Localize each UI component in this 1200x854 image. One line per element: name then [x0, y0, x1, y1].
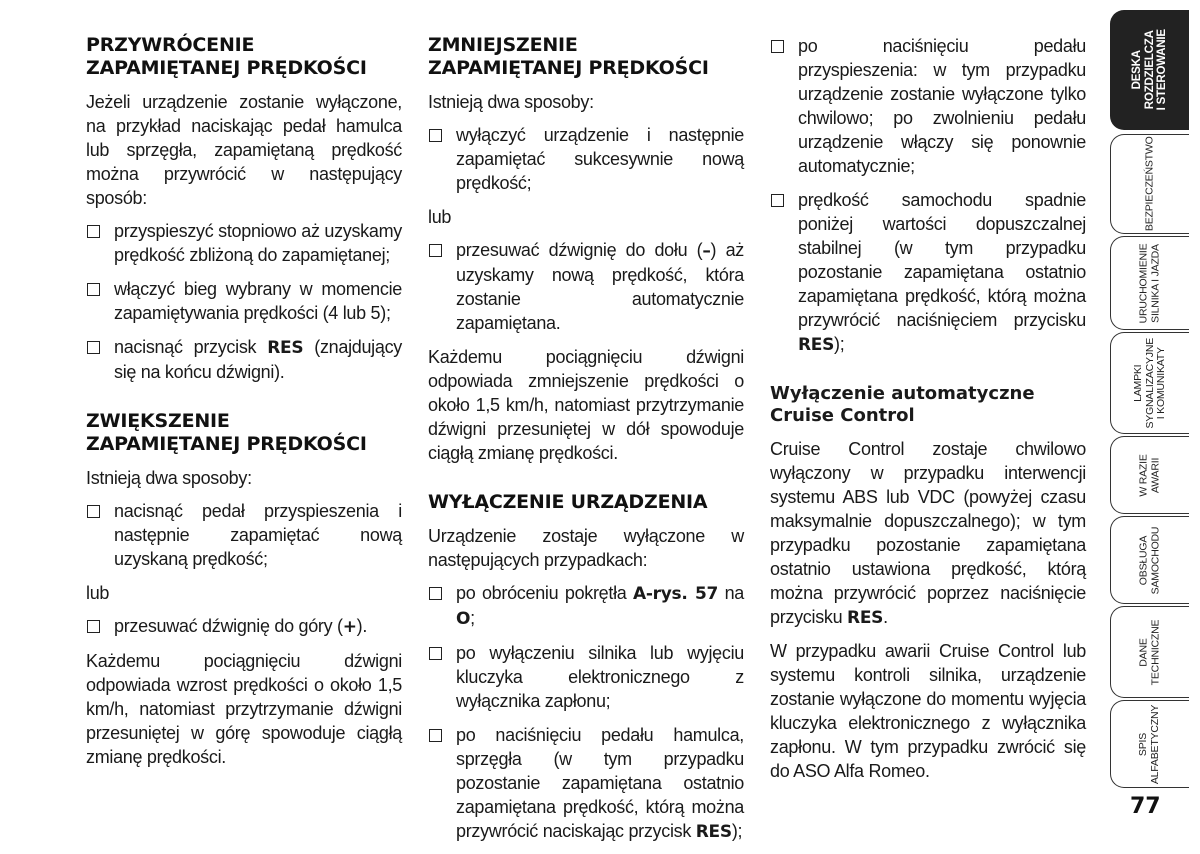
paragraph: Istnieją dwa sposoby: — [428, 92, 594, 112]
section-restore-speed — [86, 34, 402, 384]
section-auto-off — [770, 383, 1086, 783]
list-item: po wyłączeniu silnika lub wyjęciu kluczyka elektronicznego z wyłącznika zapłonu; — [428, 641, 744, 713]
tab-label: DANE TECHNICZNE — [1137, 619, 1161, 685]
bullet-list — [86, 499, 402, 571]
section-title: Wyłączenie automatyczne Cruise Control — [770, 383, 1035, 426]
or-text: lub — [86, 583, 110, 603]
tab-uruchomienie[interactable] — [1110, 236, 1189, 330]
list-item: nacisnąć pedał przyspieszenia i następnie zapamiętać nową uzyskaną prędkość; — [86, 499, 402, 571]
paragraph: Istnieją dwa sposoby: — [86, 468, 252, 488]
page-number: 77 — [1130, 794, 1161, 819]
list-item: po naciśnięciu pedału przyspieszenia: w tym przypadku urządzenie zostanie wyłączone tylko chwilowo; po zwolnieniu pedału urządzenie włączy się ponownie automatycznie; — [770, 34, 1086, 178]
button-ref-res: RES — [267, 338, 304, 358]
tab-deska-rozdzielcza[interactable] — [1110, 10, 1189, 130]
paragraph: Każdemu pociągnięciu dźwigni odpowiada wzrost prędkości o około 1,5 km/h, natomiast przytrzymanie dźwigni przesuniętej w górę spowoduje ciągłą zmianę prędkości. — [86, 651, 402, 767]
list-item: wyłączyć urządzenie i następnie zapamiętać sukcesywnie nową prędkość; — [428, 123, 744, 195]
position-ref: O — [456, 609, 471, 629]
column-2 — [428, 34, 744, 854]
paragraph: Jeżeli urządzenie zostanie wyłączone, na przykład naciskając pedał hamulca lub sprzęgła, zapamiętaną prędkość można przywrócić w następujący sposób: — [86, 92, 402, 208]
bullet-list — [770, 34, 1086, 357]
column-3 — [770, 34, 1086, 792]
list-item: przesuwać dźwignię do dołu (–) aż uzyskamy nową prędkość, która zostanie automatycznie zapamiętana. — [428, 238, 744, 335]
tab-dane-techniczne[interactable] — [1110, 606, 1189, 698]
tab-label: DESKA ROZDZIELCZA I STEROWANIE — [1131, 29, 1169, 111]
list-item: nacisnąć przycisk RES (znajdujący się na końcu dźwigni). — [86, 335, 402, 384]
tab-label: OBSŁUGA SAMOCHODU — [1137, 526, 1161, 594]
bullet-list — [428, 238, 744, 335]
section-title: WYŁĄCZENIE URZĄDZENIA — [428, 491, 708, 513]
list-item: przyspieszyć stopniowo aż uzyskamy prędkość zbliżoną do zapamiętanej; — [86, 219, 402, 267]
section-increase-speed — [86, 410, 402, 769]
section-title: ZMNIEJSZENIE ZAPAMIĘTANEJ PRĘDKOŚCI — [428, 34, 709, 79]
tab-obsluga[interactable] — [1110, 516, 1189, 604]
tab-label: W RAZIE AWARII — [1137, 453, 1161, 497]
section-title: PRZYWRÓCENIE ZAPAMIĘTANEJ PRĘDKOŚCI — [86, 34, 367, 79]
tab-label: BEZPIECZEŃSTWO — [1143, 136, 1156, 232]
or-text: lub — [428, 207, 452, 227]
figure-ref: A-rys. 57 — [633, 584, 719, 604]
paragraph: Urządzenie zostaje wyłączone w następujących przypadkach: — [428, 526, 744, 570]
chapter-tabs — [1110, 10, 1200, 830]
tab-spis-alfabetyczny[interactable] — [1110, 700, 1189, 788]
button-ref-res: RES — [847, 608, 884, 628]
bullet-list — [428, 581, 744, 844]
minus-symbol: – — [702, 241, 711, 261]
section-decrease-speed — [428, 34, 744, 465]
list-item: przesuwać dźwignię do góry (+). — [86, 614, 402, 639]
tab-label: URUCHOMIENIE SILNIKA I JAZDA — [1137, 243, 1162, 323]
button-ref-res: RES — [798, 335, 835, 355]
column-1 — [86, 34, 402, 778]
bullet-list — [86, 219, 402, 384]
tab-w-razie-awarii[interactable] — [1110, 436, 1189, 514]
paragraph: W przypadku awarii Cruise Control lub systemu kontroli silnika, urządzenie zostanie wyłączone do momentu wyjęcia kluczyka elektronicznego z wyłącznika zapłonu. W tym przypadku zwrócić się do ASO Alfa Romeo. — [770, 641, 1086, 781]
tab-bezpieczenstwo[interactable] — [1110, 134, 1189, 234]
bullet-list — [428, 123, 744, 195]
section-title: ZWIĘKSZENIE ZAPAMIĘTANEJ PRĘDKOŚCI — [86, 410, 367, 455]
button-ref-res: RES — [695, 822, 732, 842]
paragraph: Każdemu pociągnięciu dźwigni odpowiada zmniejszenie prędkości o około 1,5 km/h, natomiast przytrzymanie dźwigni przesuniętej w dół spowoduje ciągłą zmianę prędkości. — [428, 347, 744, 463]
tab-label: LAMPKI SYGNALIZACYJNE I KOMUNIKATY — [1131, 337, 1167, 429]
list-item: prędkość samochodu spadnie poniżej wartości dopuszczalnej stabilnej (w tym przypadku pozostanie zapamiętana ostatnio zapamiętana prędkość, którą można przywrócić naciśnięciem przycisku RES); — [770, 188, 1086, 357]
tab-label: SPIS ALFABETYCZNY — [1137, 704, 1162, 784]
paragraph: Cruise Control zostaje chwilowo wyłączony w przypadku interwencji systemu ABS lub VDC (powyżej czasu maksymalnie dopuszczalnego); w tym przypadku pozostanie zapamiętana ostatnio ustawiona prędkość, którą można przywrócić poprzez naciśnięcie przycisku RES. — [770, 439, 1086, 628]
plus-symbol: + — [342, 617, 357, 637]
bullet-list — [86, 614, 402, 639]
list-item: po naciśnięciu pedału hamulca, sprzęgła (w tym przypadku pozostanie zapamiętana ostatnio zapamiętana prędkość, którą można przywrócić naciskając przycisk RES); — [428, 723, 744, 844]
section-device-off — [428, 491, 744, 844]
list-item: włączyć bieg wybrany w momencie zapamiętywania prędkości (4 lub 5); — [86, 277, 402, 325]
tab-lampki[interactable] — [1110, 332, 1189, 434]
list-item: po obróceniu pokrętła A-rys. 57 na O; — [428, 581, 744, 631]
